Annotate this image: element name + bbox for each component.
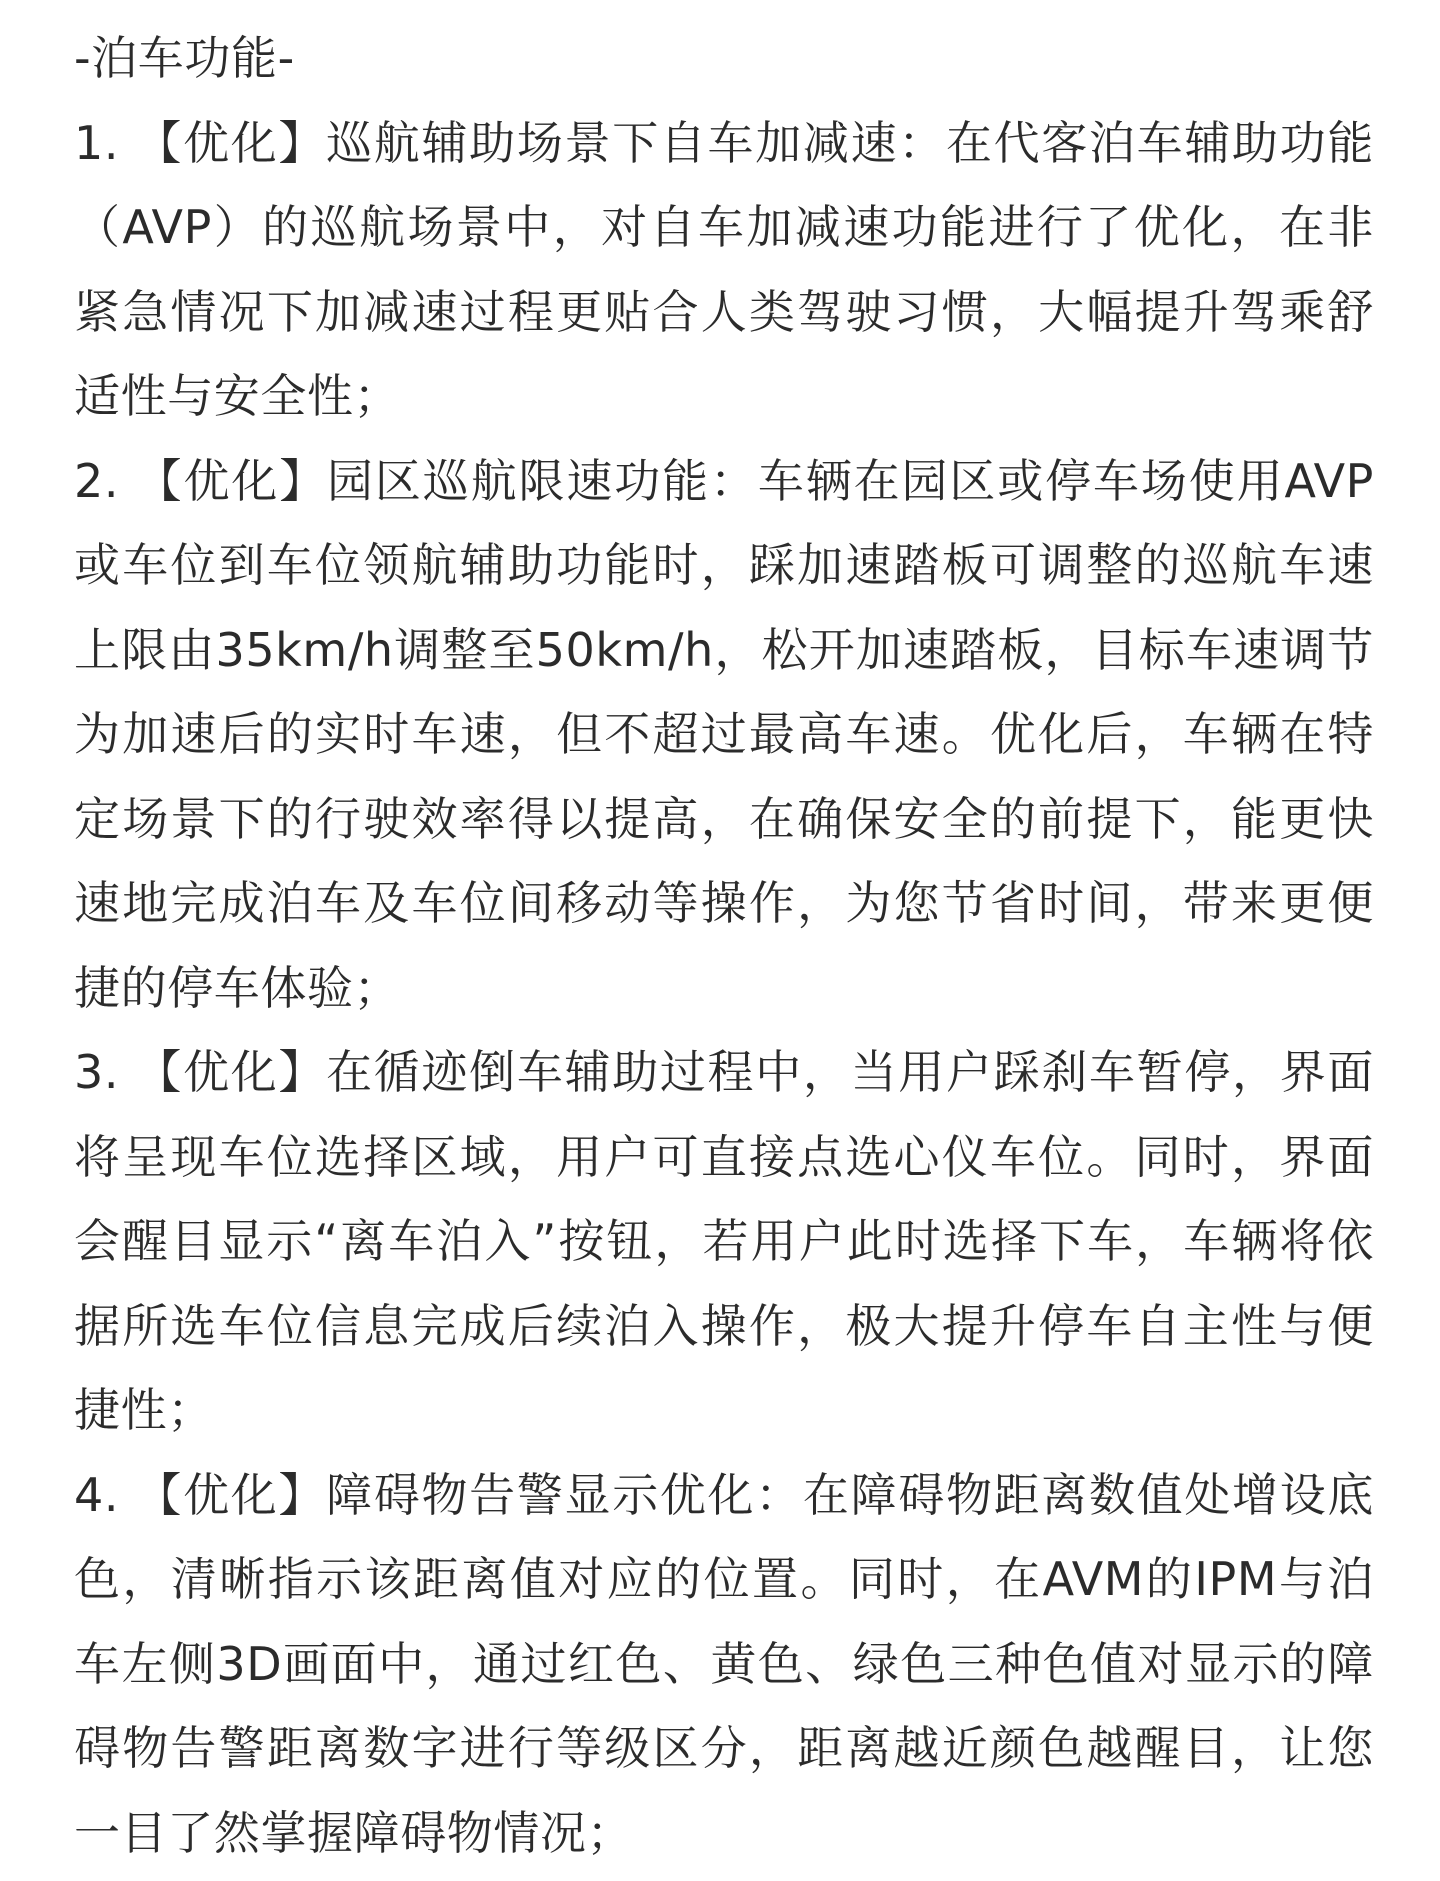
list-item-2: 2. 【优化】园区巡航限速功能：车辆在园区或停车场使用AVP或车位到车位领航辅助功能时，踩加速踏板可调整的巡航车速上限由35km/h调整至50km/h，松开加速踏板，目标车速调节为加速后的实时车速，但不超过最高车速。优化后，车辆在特定场景下的行驶效率得以提高，在确保安全的前提下，能更快速地完成泊车及车位间移动等操作，为您节省时间，带来更便捷的停车体验； xyxy=(74,453,1374,1015)
section-heading: -泊车功能- xyxy=(74,31,295,85)
list-item-4: 4. 【优化】障碍物告警显示优化：在障碍物距离数值处增设底色，清晰指示该距离值对应的位置。同时，在AVM的IPM与泊车左侧3D画面中，通过红色、黄色、绿色三种色值对显示的障碍物告警距离数字进行等级区分，距离越近颜色越醒目，让您一目了然掌握障碍物情况； xyxy=(74,1467,1374,1860)
document-body xyxy=(74,16,1374,1875)
list-item-3: 3. 【优化】在循迹倒车辅助过程中，当用户踩刹车暂停，界面将呈现车位选择区域，用户可直接点选心仪车位。同时，界面会醒目显示“离车泊入”按钮，若用户此时选择下车，车辆将依据所选车位信息完成后续泊入操作，极大提升停车自主性与便捷性； xyxy=(74,1045,1374,1437)
list-item-1: 1. 【优化】巡航辅助场景下自车加减速：在代客泊车辅助功能（AVP）的巡航场景中，对自车加减速功能进行了优化，在非紧急情况下加减速过程更贴合人类驾驶习惯，大幅提升驾乘舒适性与安全性； xyxy=(74,115,1374,423)
